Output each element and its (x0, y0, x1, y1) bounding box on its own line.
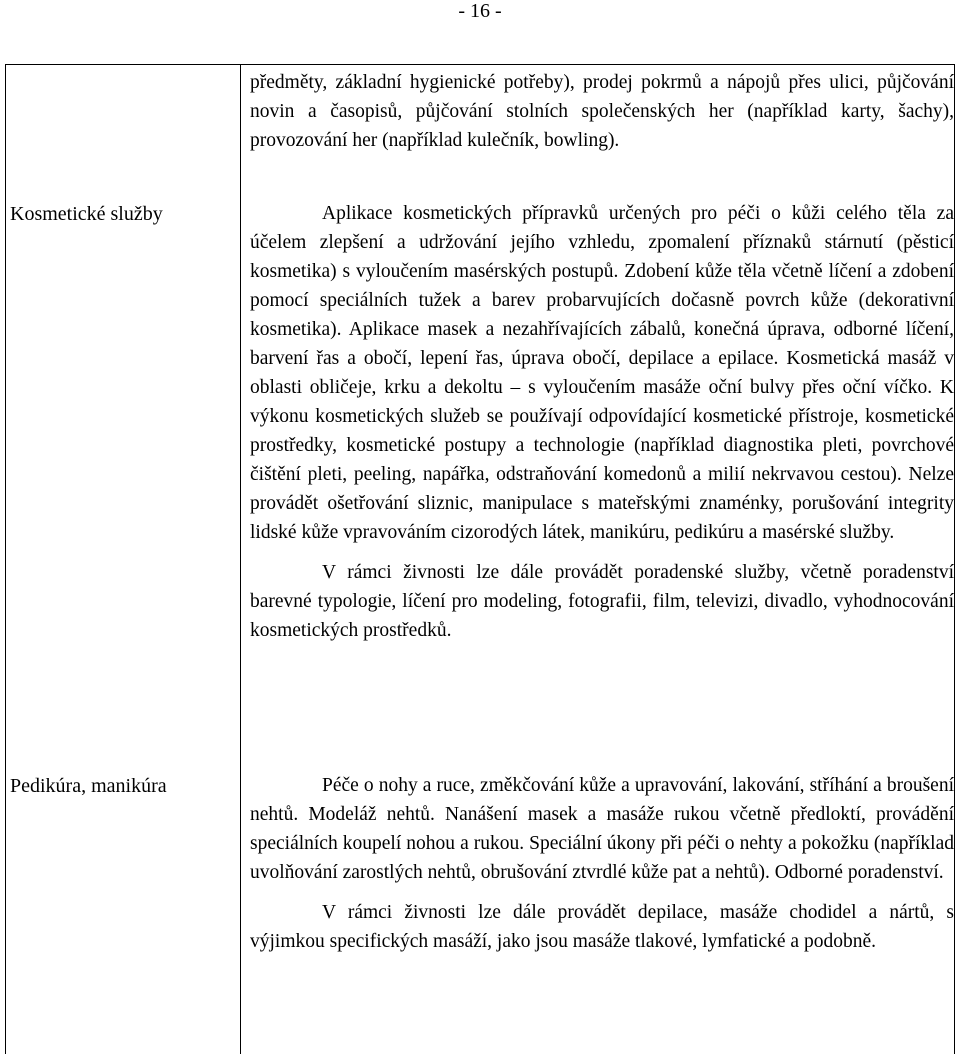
extension-paragraph: V rámci živnosti lze dále provádět depilace, masáže chodidel a nártů, s výjimkou specifických masáží, jako jsou masáže tlakové, lymfatické a podobně. (250, 902, 954, 952)
continuation-paragraph: předměty, základní hygienické potřeby), prodej pokrmů a nápojů přes ulici, půjčování novin a časopisů, půjčování stolních společenských her (například karty, šachy), provozování her (například kulečník, bowling). (250, 72, 954, 151)
description-paragraph: Péče o nohy a ruce, změkčování kůže a upravování, lakování, stříhání a broušení nehtů. Modeláž nehtů. Nanášení masek a masáže rukou včetně předloktí, provádění speciálních koupelí nohou a rukou. Speciální úkony při péči o nehty a pokožku (například uvolňování zarostlých nehtů, obrušování ztvrdlé kůže pat a nehtů). Odborné poradenství. (250, 775, 954, 883)
trade-table (5, 64, 955, 1054)
column-divider (240, 65, 241, 1054)
row-content-pedikura-manikura (250, 771, 954, 956)
continuation-cell (250, 68, 954, 155)
row-content-kosmeticke-sluzby (250, 199, 954, 645)
extension-paragraph: V rámci živnosti lze dále provádět poradenské služby, včetně poradenství barevné typologie, líčení pro modeling, fotografii, film, televizi, divadlo, vyhodnocování kosmetických prostředků. (250, 562, 954, 641)
row-label-kosmeticke-sluzby: Kosmetické služby (10, 203, 163, 225)
row-label-pedikura-manikura: Pedikúra, manikúra (10, 775, 167, 797)
table-right-border (954, 65, 955, 1054)
page-number: - 16 - (458, 0, 502, 22)
description-paragraph: Aplikace kosmetických přípravků určených pro péči o kůži celého těla za účelem zlepšení a udržování jejího vzhledu, zpomalení příznaků stárnutí (pěsticí kosmetika) s vyloučením masérských postupů. Zdobení kůže těla včetně líčení a zdobení pomocí speciálních tužek a barev probarvujících dočasně povrch kůže (dekorativní kosmetika). Aplikace masek a nezahřívajících zábalů, konečná úprava, odborné líčení, barvení řas a obočí, lepení řas, úprava obočí, depilace a epilace. Kosmetická masáž v oblasti obličeje, krku a dekoltu – s vyloučením masáže oční bulvy přes oční víčko. K výkonu kosmetických služeb se používají odpovídající kosmetické přístroje, kosmetické prostředky, kosmetické postupy a technologie (například diagnostika pleti, povrchové čištění pleti, peeling, napářka, odstraňování komedonů a milií nekrvavou cestou). Nelze provádět ošetřování sliznic, manipulace s mateřskými znaménky, porušování integrity lidské kůže vpravováním cizorodých látek, manikúru, pedikúru a masérské služby. (250, 203, 954, 543)
